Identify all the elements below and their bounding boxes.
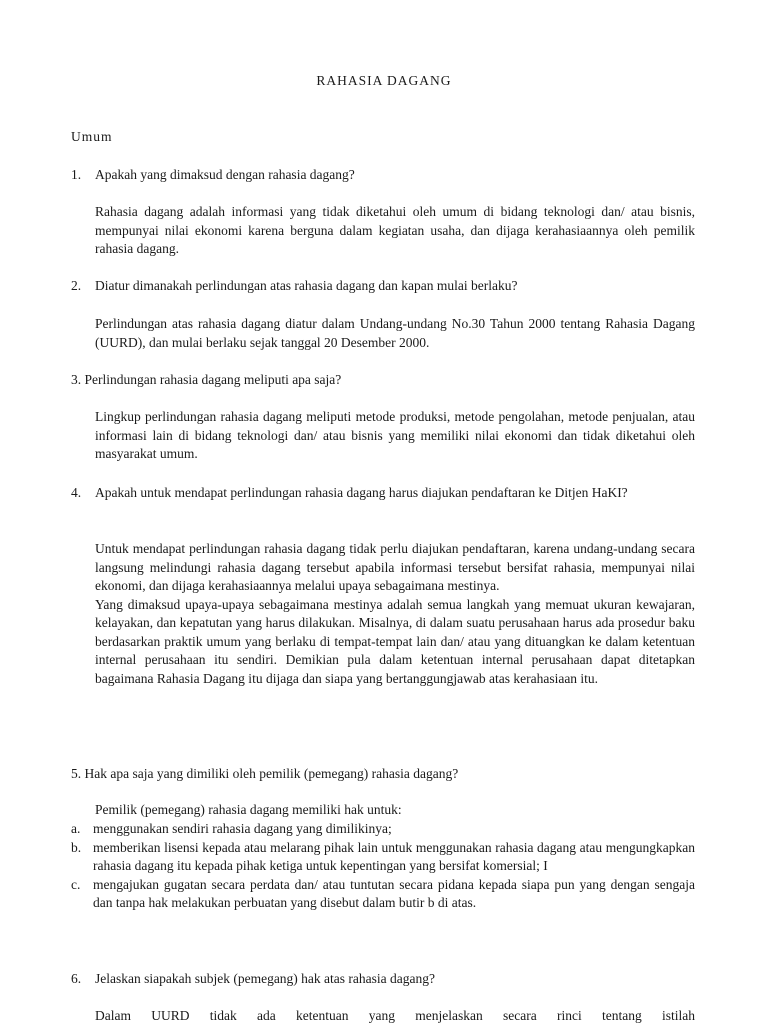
- question-text: Apakah untuk mendapat perlindungan rahasia dagang harus diajukan pendaftaran ke Ditjen HaKI?: [95, 485, 628, 500]
- list-item: [71, 839, 695, 876]
- answer-2: [95, 315, 695, 352]
- list-text: mengajukan gugatan secara perdata dan/ atau tuntutan secara pidana kepada siapa pun yang dengan sengaja dan tanpa hak melakukan perbuatan yang disebut dalam butir b di atas.: [93, 876, 695, 910]
- answer-5: [95, 801, 695, 820]
- list-marker: b.: [71, 839, 82, 855]
- answer-paragraph: Yang dimaksud upaya-upaya sebagaimana mestinya adalah semua langkah yang memuat ukuran kewajaran, kelayakan, dan kepatutan yang harus dilakukan. Misalnya, di dalam suatu perusahaan harus ada prosedur baku berdasarkan praktik umum yang berlaku di tempat-tempat lain dan/ atau yang dituangkan ke dalam ketentuan internal perusahaan itu sendiri. Demikian pula dalam ketentuan internal perusahaan dapat ditetapkan bagaimana Rahasia Dagang itu dijaga dan siapa yang bertanggungjawab atas kerahasiaan itu.: [95, 596, 695, 686]
- question-text: Hak apa saja yang dimiliki oleh pemilik (pemegang) rahasia dagang?: [84, 766, 459, 781]
- list-marker: c.: [71, 876, 81, 892]
- list-text: menggunakan sendiri rahasia dagang yang dimilikinya;: [93, 821, 392, 836]
- question-5: [71, 765, 695, 784]
- answer-3: [95, 408, 695, 464]
- answer-paragraph: Untuk mendapat perlindungan rahasia dagang tidak perlu diajukan pendaftaran, karena undang-undang secara langsung melindungi rahasia dagang tersebut apabila informasi tersebut bersifat rahasia, mempunyai nilai ekonomi, dan dijaga kerahasiaannya melalui upaya sebagaimana mestinya.: [95, 541, 695, 593]
- question-1: [71, 166, 695, 185]
- answer-paragraph: Perlindungan atas rahasia dagang diatur dalam Undang-undang No.30 Tahun 2000 tentang Rahasia Dagang (UURD), dan mulai berlaku sejak tanggal 20 Desember 2000.: [95, 316, 695, 350]
- list-item: [71, 820, 695, 839]
- answer-intro: Pemilik (pemegang) rahasia dagang memiliki hak untuk:: [95, 802, 402, 817]
- answer-6: [95, 1007, 695, 1026]
- question-number: 1.: [71, 167, 82, 182]
- question-number: 5.: [71, 766, 82, 781]
- list-marker: a.: [71, 821, 81, 836]
- rights-list: [71, 820, 695, 913]
- answer-paragraph: Dalam UURD tidak ada ketentuan yang menjelaskan secara rinci tentang istilah: [95, 1008, 695, 1023]
- question-number: 2.: [71, 278, 82, 293]
- question-4: [71, 484, 695, 503]
- answer-4: [95, 540, 695, 688]
- page-title: RAHASIA DAGANG: [316, 73, 452, 88]
- list-text: memberikan lisensi kepada atau melarang pihak lain untuk menggunakan rahasia dagang atau mengungkapkan rahasia dagang itu kepada pihak ketiga untuk kepentingan yang bersifat komersial; I: [93, 839, 695, 873]
- question-3: [71, 371, 695, 390]
- list-item: [71, 876, 695, 913]
- answer-paragraph: Rahasia dagang adalah informasi yang tidak diketahui oleh umum di bidang teknologi dan/ atau bisnis, mempunyai nilai ekonomi karena berguna dalam kegiatan usaha, dan dijaga kerahasiaannya oleh pemilik rahasia dagang.: [95, 204, 695, 256]
- question-text: Apakah yang dimaksud dengan rahasia dagang?: [95, 167, 355, 182]
- question-6: [71, 970, 695, 989]
- question-text: Jelaskan siapakah subjek (pemegang) hak atas rahasia dagang?: [95, 971, 435, 986]
- question-2: [71, 277, 695, 296]
- question-number: 6.: [71, 971, 82, 986]
- question-number: 3.: [71, 372, 82, 387]
- question-number: 4.: [71, 485, 82, 500]
- question-text: Diatur dimanakah perlindungan atas rahasia dagang dan kapan mulai berlaku?: [95, 278, 518, 293]
- question-text: Perlindungan rahasia dagang meliputi apa saja?: [84, 372, 342, 387]
- answer-1: [95, 203, 695, 259]
- section-label: Umum: [71, 129, 113, 144]
- answer-paragraph: Lingkup perlindungan rahasia dagang meliputi metode produksi, metode pengolahan, metode penjualan, atau informasi lain di bidang teknologi dan/ atau bisnis yang memiliki nilai ekonomi dan tidak diketahui oleh masyarakat umum.: [95, 409, 695, 461]
